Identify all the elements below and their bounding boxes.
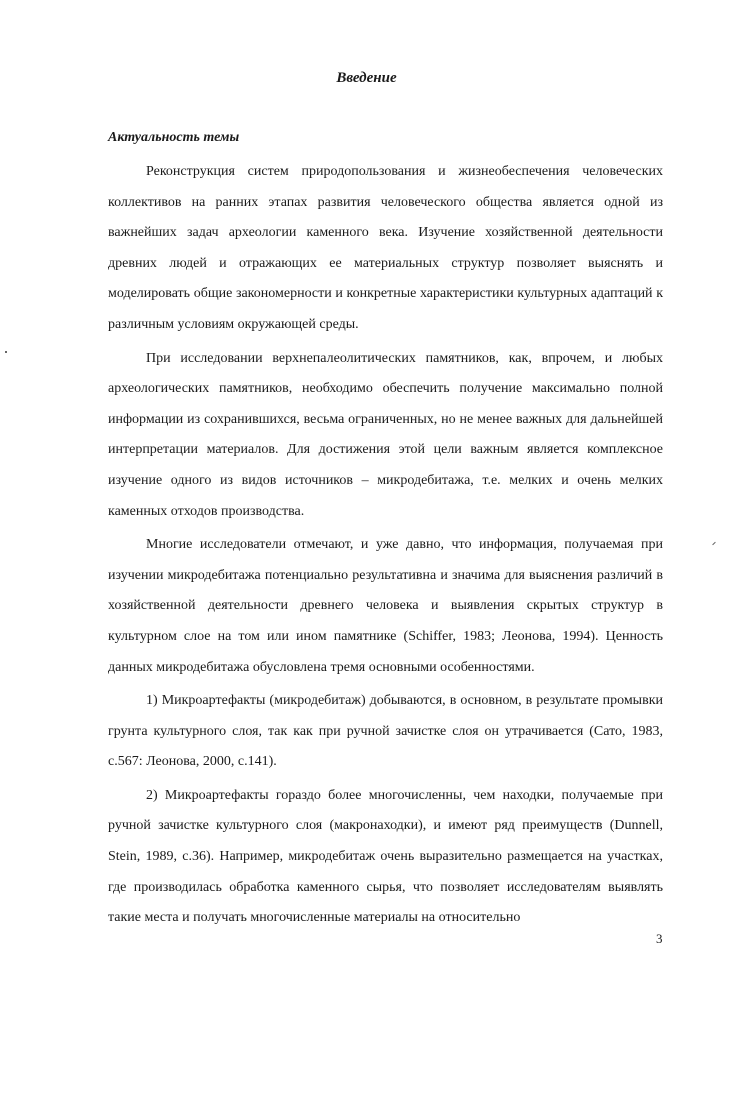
paragraph-5: 2) Микроартефакты гораздо более многочисленны, чем находки, получаемые при ручной зачистке культурного слоя (макронаходки), и имеют ряд преимуществ (Dunnell, Stein, 1989, с.36). Например, микродебитаж очень выразительно размещается на участках, где производилась обработка каменного сырья, что позволяет исследователям выявлять такие места и получать многочисленные материалы на относительно xyxy=(108,787,663,926)
scan-speck xyxy=(5,351,7,353)
scan-speck xyxy=(712,542,716,546)
section-heading: Актуальность темы xyxy=(108,130,240,145)
body-text xyxy=(108,157,663,937)
page-number: 3 xyxy=(656,931,663,946)
paragraph-4: 1) Микроартефакты (микродебитаж) добываются, в основном, в результате промывки грунта культурного слоя, так как при ручной зачистке слоя он утрачивается (Сато, 1983, с.567: Леонова, 2000, с.141). xyxy=(108,693,663,770)
page-title: Введение xyxy=(336,70,397,86)
paragraph-2: При исследовании верхнепалеолитических памятников, как, впрочем, и любых археологических памятников, необходимо обеспечить получение максимально полной информации из сохранившихся, весьма ограниченных, но не менее важных для дальнейшей интерпретации материалов. Для достижения этой цели важным является комплексное изучение одного из видов источников – микродебитажа, т.е. мелких и очень мелких каменных отходов производства. xyxy=(108,350,663,519)
paragraph-3: Многие исследователи отмечают, и уже давно, что информация, получаемая при изучении микродебитажа потенциально результативна и значима для выяснения различий в хозяйственной деятельности древнего человека и выявления скрытых структур в культурном слое на том или ином памятнике (Schiffer, 1983; Леонова, 1994). Ценность данных микродебитажа обусловлена тремя основными особенностями. xyxy=(108,537,663,675)
paragraph-1: Реконструкция систем природопользования и жизнеобеспечения человеческих коллективов на ранних этапах развития человеческого общества является одной из важнейших задач археологии каменного века. Изучение хозяйственной деятельности древних людей и отражающих ее материальных структур позволяет выяснять и моделировать общие закономерности и конкретные характеристики культурных адаптаций к различным условиям окружающей среды. xyxy=(108,164,663,332)
